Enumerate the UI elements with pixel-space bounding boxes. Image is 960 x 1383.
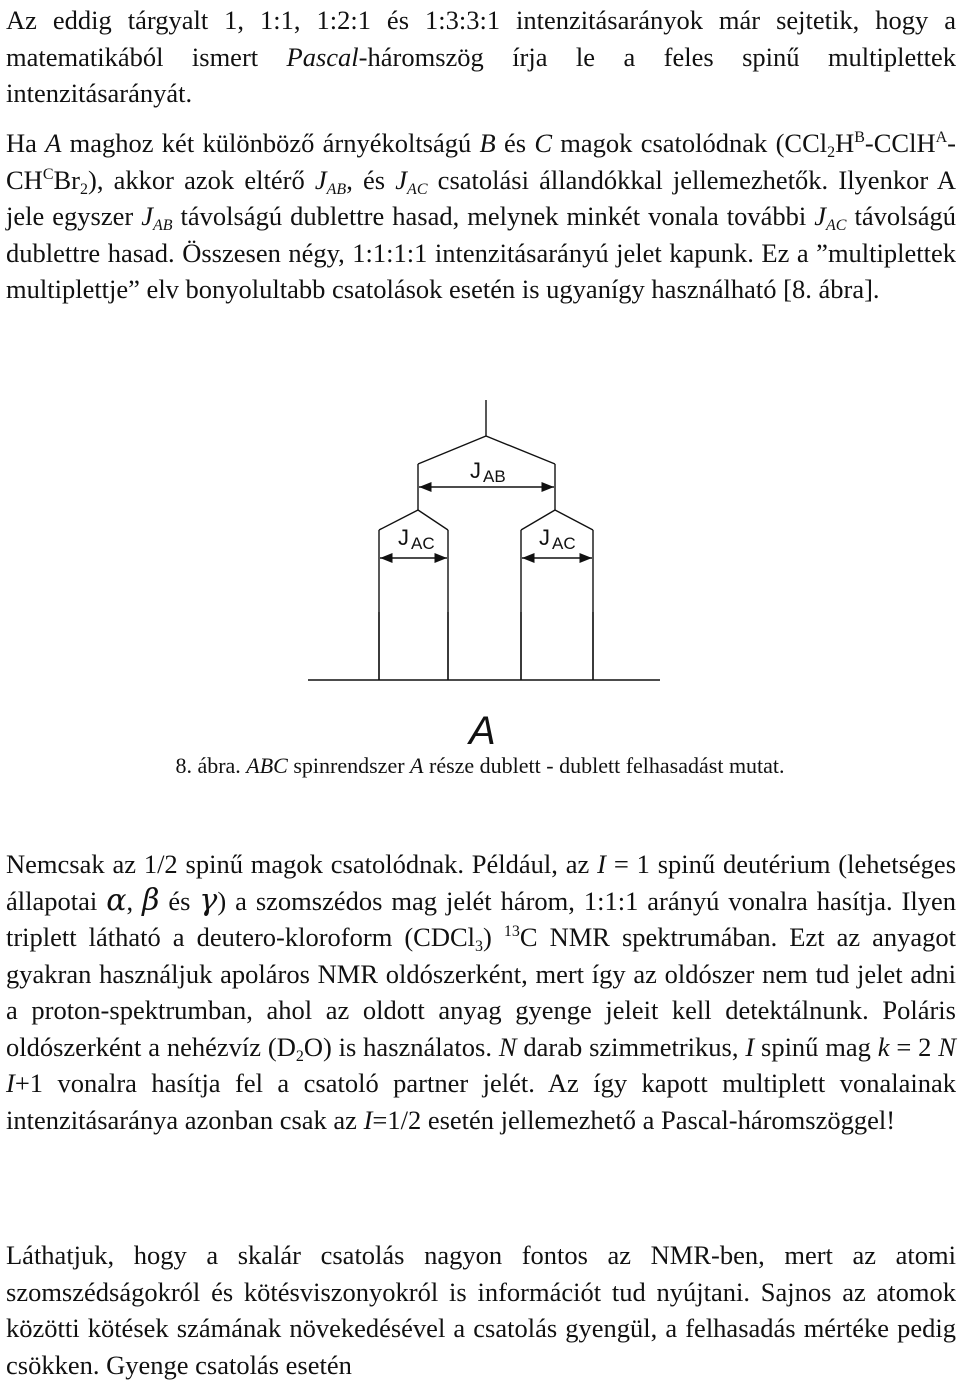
text: Összesen négy, 1:1:1:1 intenzitásarányú jelet kapunk. Ez a ”multiplettek — [182, 237, 957, 268]
text: multiplettek intenzitásarányát. — [6, 41, 956, 108]
text: maghoz két különböző árnyékoltságú — [61, 128, 480, 158]
figure-caption: 8. ábra. ABC spinrendszer A része dublett - dublett felhasadást mutat. — [175, 753, 785, 778]
symbol-c: C — [534, 128, 553, 158]
split-branch-right-right — [555, 510, 593, 530]
text: magok csatolódnak — [552, 128, 768, 158]
text: Ha — [6, 128, 46, 158]
paragraph-4: Láthatjuk, hogy a skalár csatolás nagyon fontos az NMR-ben, mert az atomi szomszédságokról és kötésviszonyokról is információt tud nyújtani. Sajnos az atomok közötti kötések számának növekedésével a csatolás gyengül, a felhasadás mértéke pedig csökken. Gyenge csatolás esetén — [6, 1240, 957, 1380]
text: multiplettje” elv bonyolultabb csatolások esetén is ugyanígy használható — [6, 274, 777, 304]
symbol-a: A — [45, 128, 62, 158]
alpha-symbol: α — [106, 882, 127, 918]
text: távolságú dublettre hasad. — [6, 201, 957, 268]
symbol-b: B — [479, 128, 496, 158]
coupling-constant: J — [395, 164, 408, 195]
jac-label-left: J AC — [398, 525, 435, 553]
split-branch-right — [486, 436, 555, 464]
jac-label-right: J AC — [539, 525, 576, 553]
text: állandókkal jellemezhetők. Ilyenkor A jele egyszer — [6, 164, 957, 231]
text: csatolási — [427, 164, 529, 195]
paragraph-2: Ha A maghoz két különböző árnyékoltságú B és C magok csatolódnak $(CCl_2H^B-CClH^A-CH^CBr_2)$, akkor azok eltérő $J_{AB}$, és $J_{AC}$ csatolási állandókkal jellemezhetők. Ilyenkor A jele egyszer $J_{AB}$ távolságú dublettre hasad, melynek minkét vonala további $J_{AC}$ távolságú dublettre hasad. Összesen négy, 1:1:1:1 intenzitásarányú jelet kapunk. Ez a ”multiplettek multiplettje” elv bonyolultabb csatolások esetén is ugyanígy használható [8. ábra]. — [6, 128, 957, 304]
italic-text: Pascal — [286, 41, 359, 72]
paragraph-3: Nemcsak az 1/2 spinű magok csatolódnak. Például, az I = 1 spinű deutérium (lehetséges állapotai α, β és γ) a szomszédos mag jelét három, 1:1:1 arányú vonalra hasítja. Ilyen triplett látható a deutero-kloroform (CDCl$_3$) $^{13}$C NMR spektrumában. Ezt az anyagot gyakran használjuk apoláros NMR oldószerként, mert így az oldószer nem tud jelet adni a proton-spektrumban, ahol az oldott anyag gyenge jeleit kell detektálnunk. Poláris oldószerként a nehézvíz $(D_2O)$ is használatos. N darab szimmetrikus, I spinű mag k = 2 N I+1 vonalra hasítja fel a csatoló partner jelét. Az így kapott multiplett vonalainak intenzitásaránya azonban csak az I=1/2 esetén jellemezhető a Pascal-háromszöggel! — [6, 849, 957, 1135]
coupling-constant: J — [814, 201, 826, 231]
splitting-diagram — [0, 390, 960, 753]
text: ), akkor azok eltérő — [88, 164, 315, 195]
text: és — [495, 128, 535, 158]
text: -háromszög írja le a feles spinű — [358, 41, 800, 72]
formula: ($CCl_2H^B-CClH^A-CH^CBr_2$ — [6, 128, 956, 198]
text: hogy a matematikából ismert — [6, 5, 957, 72]
text: Az eddig tárgyalt 1, 1:1, 1:2:1 és 1:3:3:1 intenzitásarányok már sejtetik, — [6, 5, 860, 35]
coupling-constant: J — [314, 164, 327, 195]
coupling-constant: J — [141, 201, 153, 231]
text: [8. ábra]. — [783, 274, 880, 304]
gamma-symbol: γ — [199, 882, 218, 918]
text: hasad, melynek minkét vonala további — [392, 201, 815, 231]
split-branch-left-right — [418, 510, 448, 530]
beta-symbol: β — [142, 882, 160, 918]
text: , és — [346, 164, 396, 195]
jab-label: J AB — [470, 458, 506, 486]
text: távolságú dublettre — [172, 201, 385, 231]
paragraph-1 — [6, 2, 956, 112]
nucleus-label: A — [469, 709, 496, 753]
